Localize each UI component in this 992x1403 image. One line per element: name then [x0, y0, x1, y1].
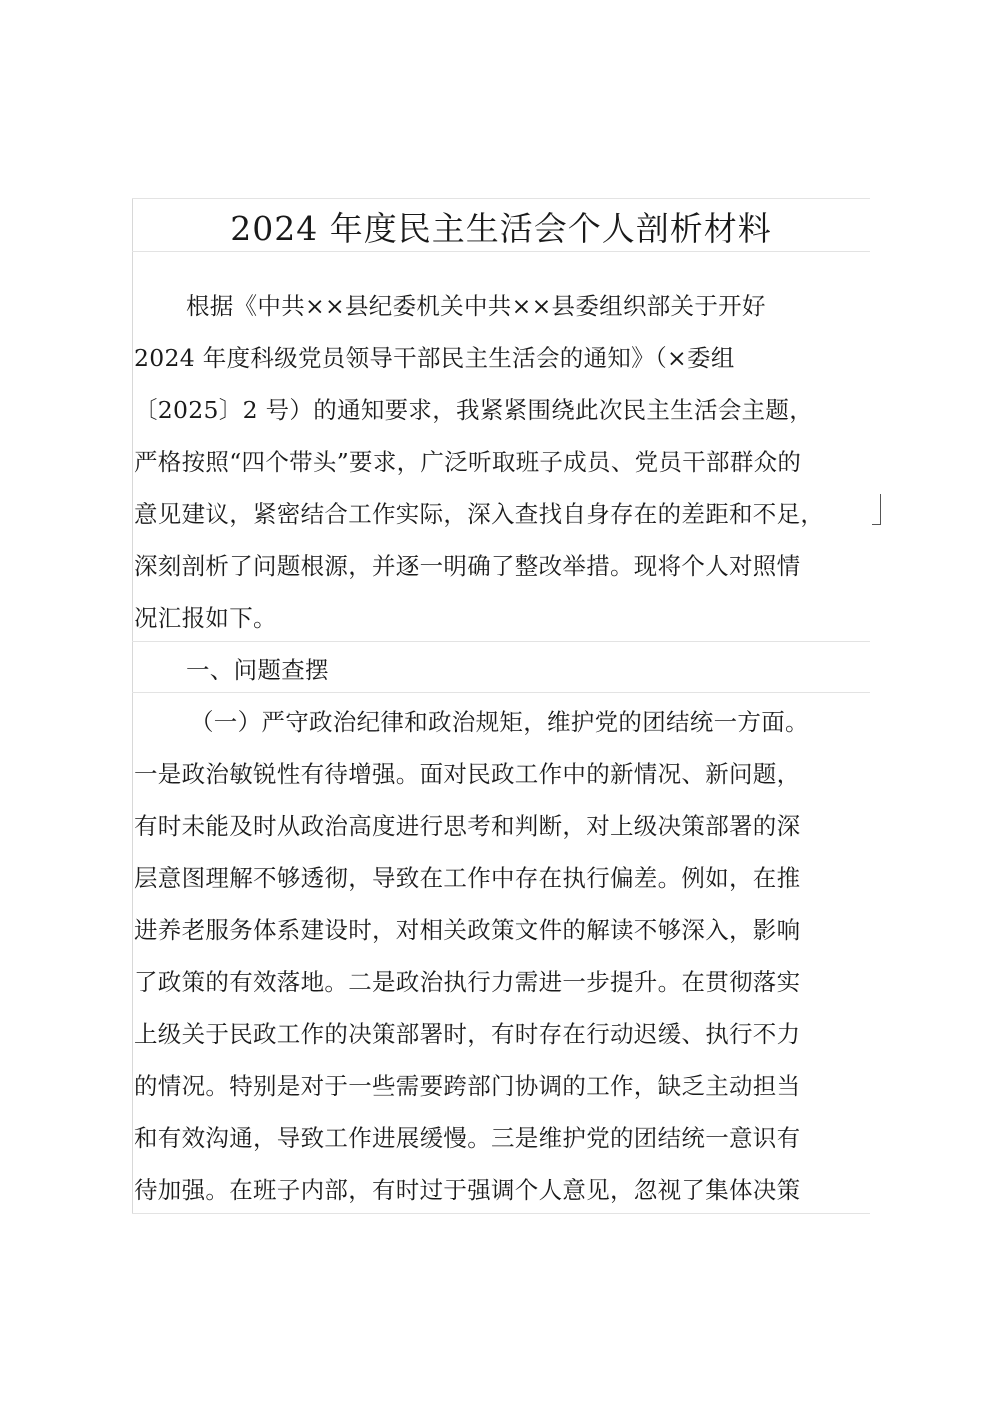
paragraph-line: 待加强。在班子内部，有时过于强调个人意见，忽视了集体决策 — [134, 1176, 801, 1204]
frame-line-bottom — [132, 1213, 870, 1214]
paragraph-line: 况汇报如下。 — [134, 604, 277, 632]
paragraph-line: 了政策的有效落地。二是政治执行力需进一步提升。在贯彻落实 — [134, 968, 801, 996]
paragraph-line: 上级关于民政工作的决策部署时，有时存在行动迟缓、执行不力 — [134, 1020, 801, 1048]
frame-line-after-heading — [132, 692, 870, 693]
paragraph-line: 严格按照“四个带头”要求，广泛听取班子成员、党员干部群众的 — [134, 448, 802, 476]
paragraph-line: 层意图理解不够透彻，导致在工作中存在执行偏差。例如，在推 — [134, 864, 801, 892]
paragraph-line: 一是政治敏锐性有待增强。面对民政工作中的新情况、新问题， — [134, 760, 801, 788]
frame-line-left — [132, 198, 133, 1214]
paragraph-line: 的情况。特别是对于一些需要跨部门协调的工作，缺乏主动担当 — [134, 1072, 801, 1100]
paragraph-line: 2024 年度科级党员领导干部民主生活会的通知》（×委组 — [134, 344, 735, 372]
paragraph-line: （一）严守政治纪律和政治规矩，维护党的团结统一方面。 — [190, 708, 809, 736]
paragraph-line: 深刻剖析了问题根源，并逐一明确了整改举措。现将个人对照情 — [134, 552, 801, 580]
frame-line-before-heading — [132, 641, 870, 642]
paragraph-line: 进养老服务体系建设时，对相关政策文件的解读不够深入，影响 — [134, 916, 801, 944]
paragraph-line: 和有效沟通，导致工作进展缓慢。三是维护党的团结统一意识有 — [134, 1124, 801, 1152]
paragraph-line: 意见建议，紧密结合工作实际，深入查找自身存在的差距和不足， — [134, 500, 825, 528]
paragraph-line: 有时未能及时从政治高度进行思考和判断，对上级决策部署的深 — [134, 812, 801, 840]
section-heading: 一、问题查摆 — [186, 656, 329, 684]
paragraph-line: 〔2025〕2 号）的通知要求，我紧紧围绕此次民主生活会主题， — [134, 396, 814, 424]
frame-line-top — [132, 198, 870, 199]
document-title: 2024 年度民主生活会个人剖析材料 — [230, 209, 772, 248]
paragraph-line: 根据《中共××县纪委机关中共××县委组织部关于开好 — [186, 292, 766, 320]
margin-mark — [872, 494, 881, 525]
